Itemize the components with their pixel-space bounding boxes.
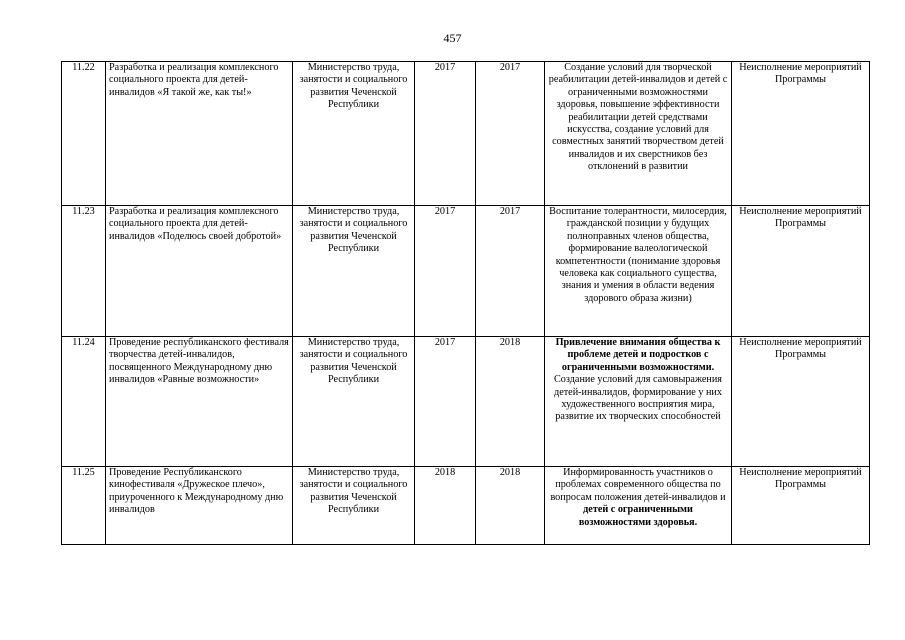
activity-number: 11.22	[62, 62, 106, 206]
activity-name: Разработка и реализация комплексного социального проекта для детей-инвалидов «Я такой же, как ты!»	[106, 62, 293, 206]
result-text: Информированность участников о проблемах современного общества по вопросам положения детей-инвалидов и	[550, 467, 726, 503]
result-text-bold: Привлечение внимания общества к проблеме детей и подростков с ограниченными возможностями.	[555, 337, 721, 373]
activity-name: Проведение республиканского фестиваля творчества детей-инвалидов, посвященного Международному дню инвалидов «Равные возможности»	[106, 337, 293, 467]
activity-number: 11.23	[62, 206, 106, 337]
activity-consequence: Неисполнение мероприятий Программы	[732, 206, 870, 337]
activity-start-year: 2017	[415, 62, 476, 206]
activity-executor: Министерство труда, занятости и социального развития Чеченской Республики	[293, 337, 415, 467]
result-text: Создание условий для творческой реабилитации детей-инвалидов и детей с ограниченными возможностями здоровья, повышение эффективности реабилитации детей средствами искусства, создание условий для совместных занятий творчеством детей инвалидов и их сверстников без отклонений в развитии	[548, 62, 728, 173]
result-text: Создание условий для самовыражения детей-инвалидов, формирование у них художественного восприятия мира, развитие их творческих способностей	[554, 374, 722, 423]
activity-expected-result	[545, 206, 732, 337]
program-activities-table	[61, 61, 870, 545]
activity-consequence: Неисполнение мероприятий Программы	[732, 467, 870, 545]
activity-start-year: 2018	[415, 467, 476, 545]
activity-start-year: 2017	[415, 206, 476, 337]
activity-consequence: Неисполнение мероприятий Программы	[732, 337, 870, 467]
result-text: Воспитание толерантности, милосердия, гражданской позиции у будущих полноправных членов общества, формирование валеологической компетентности (понимание здоровья человека как социального существа, знания и умения в области ведения здорового образа жизни)	[549, 206, 727, 304]
table-row	[62, 337, 870, 467]
activity-name: Разработка и реализация комплексного социального проекта для детей-инвалидов «Поделюсь своей добротой»	[106, 206, 293, 337]
activity-end-year: 2018	[476, 337, 545, 467]
activity-executor: Министерство труда, занятости и социального развития Чеченской Республики	[293, 62, 415, 206]
activity-expected-result	[545, 62, 732, 206]
activity-number: 11.25	[62, 467, 106, 545]
activity-end-year: 2017	[476, 62, 545, 206]
activity-expected-result	[545, 467, 732, 545]
activity-executor: Министерство труда, занятости и социального развития Чеченской Республики	[293, 467, 415, 545]
activity-end-year: 2017	[476, 206, 545, 337]
activity-name: Проведение Республиканского кинофестиваля «Дружеское плечо», приуроченного к Международному дню инвалидов	[106, 467, 293, 545]
activity-consequence: Неисполнение мероприятий Программы	[732, 62, 870, 206]
table-row	[62, 62, 870, 206]
activity-end-year: 2018	[476, 467, 545, 545]
activity-number: 11.24	[62, 337, 106, 467]
activity-expected-result	[545, 337, 732, 467]
table-row	[62, 206, 870, 337]
page-number: 457	[443, 31, 462, 45]
activity-executor: Министерство труда, занятости и социального развития Чеченской Республики	[293, 206, 415, 337]
activity-start-year: 2017	[415, 337, 476, 467]
result-text-bold: детей с ограниченными возможностями здоровья.	[578, 504, 698, 528]
table-row	[62, 467, 870, 545]
